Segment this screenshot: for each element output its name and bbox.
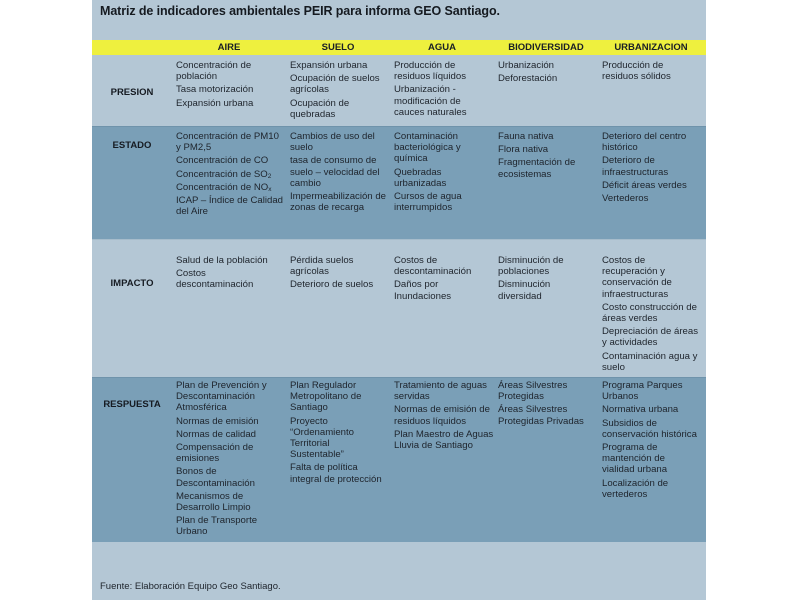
column-header-urbanizacion: URBANIZACION	[614, 42, 688, 53]
indicator: Impermeabilización de zonas de recarga	[290, 191, 386, 214]
indicator: Fragmentación de ecosistemas	[498, 157, 576, 180]
indicator: Expansión urbana	[290, 60, 368, 71]
indicator: Disminución diversidad	[498, 279, 551, 302]
indicator: Deterioro de suelos	[290, 279, 374, 291]
indicator: Concentración de $NO_x$	[176, 181, 272, 193]
indicator: Falta de política integral de protección	[290, 462, 382, 485]
indicator: Concentración de PM10 y PM2,5	[176, 131, 279, 154]
indicator: Pérdida suelos agrícolas	[290, 255, 354, 278]
row-label-estado: ESTADO	[112, 140, 152, 151]
cell-respuesta-agua	[394, 380, 494, 453]
indicator: Fauna nativa	[498, 131, 554, 142]
indicator: Contaminación agua y suelo	[602, 350, 698, 373]
indicator: Producción de residuos sólidos	[602, 60, 671, 83]
row-respuesta	[92, 377, 706, 542]
indicator: Bonos de Descontaminación	[176, 466, 255, 489]
row-presion	[92, 60, 706, 125]
indicator: Salud de la población	[176, 255, 268, 266]
indicator: Quebradas urbanizadas	[394, 166, 447, 189]
indicator: Compensación de emisiones	[176, 442, 254, 465]
indicator: Vertederos	[602, 193, 649, 205]
indicator: Subsidios de conservación histórica	[602, 417, 697, 440]
indicator: Tratamiento de aguas servidas	[394, 380, 487, 403]
indicator: Plan Maestro de Aguas Lluvia de Santiago	[394, 428, 494, 452]
indicator: ICAP – Índice de Calidad del Aire	[176, 195, 284, 218]
document-title: Matriz de indicadores ambientales PEIR para informa GEO Santiago.	[100, 4, 500, 18]
indicator: Normas de emisión de residuos líquidos	[394, 404, 490, 427]
cell-respuesta-aire	[176, 380, 284, 540]
indicator: Concentración de población	[176, 60, 252, 83]
indicator: Mecanismos de Desarrollo Limpio	[176, 490, 251, 514]
indicator: Ocupación de suelos agrícolas	[290, 73, 380, 96]
indicator: Deforestación	[498, 73, 558, 85]
indicator: Áreas Silvestres Protegidas Privadas	[498, 404, 584, 427]
cell-respuesta-suelo	[290, 380, 384, 487]
indicator: Costos de descontaminación	[394, 255, 472, 278]
indicator: Tasa motorización	[176, 84, 254, 96]
column-header-band	[92, 40, 706, 55]
indicator: Depreciación de áreas y actividades	[602, 326, 698, 349]
indicator: Plan Regulador Metropolitano de Santiago	[290, 380, 362, 414]
indicator: Deterioro del centro histórico	[602, 131, 687, 154]
row-label-impacto: IMPACTO	[110, 278, 154, 289]
cell-estado-urbanizacion	[602, 131, 702, 206]
cell-impacto-agua	[394, 255, 492, 304]
cell-estado-aire	[176, 131, 284, 219]
column-header-biodiversidad: BIODIVERSIDAD	[508, 42, 584, 53]
peir-matrix-card	[92, 0, 706, 600]
indicator: Plan de Transporte Urbano	[176, 515, 258, 538]
indicator: Urbanización	[498, 60, 554, 71]
column-header-aire: AIRE	[217, 42, 241, 53]
row-label-presion: PRESION	[110, 87, 154, 98]
indicator: Daños por Inundaciones	[394, 279, 452, 302]
indicator: Plan de Prevención y Descontaminación Atmosférica	[176, 380, 267, 414]
indicator: Programa de mantención de vialidad urbana	[602, 442, 668, 476]
row-impacto	[92, 239, 706, 377]
indicator: Urbanización - modificación de cauces naturales	[394, 84, 467, 118]
indicator: Expansión urbana	[176, 97, 254, 109]
cell-presion-agua	[394, 60, 490, 120]
cell-presion-biodiversidad	[498, 60, 596, 86]
indicator: Producción de residuos líquidos	[394, 60, 466, 83]
indicator: Ocupación de quebradas	[290, 97, 350, 120]
indicator: Cambios de uso del suelo	[290, 131, 375, 154]
cell-impacto-suelo	[290, 255, 390, 293]
indicator: Proyecto “Ordenamiento Territorial Sustentable”	[290, 415, 354, 461]
cell-estado-agua	[394, 131, 490, 215]
indicator: tasa de consumo de suelo – velocidad del cambio	[290, 155, 380, 189]
indicator: Cursos de agua interrumpidos	[394, 191, 462, 214]
indicator: Concentración de $SO_2$	[176, 168, 272, 180]
column-header-suelo: SUELO	[321, 42, 355, 53]
indicator: Contaminación bacteriológica y química	[394, 131, 461, 165]
cell-presion-suelo	[290, 60, 390, 122]
cell-estado-suelo	[290, 131, 388, 215]
source-note: Fuente: Elaboración Equipo Geo Santiago.	[100, 581, 281, 592]
row-estado	[92, 126, 706, 239]
cell-respuesta-urbanizacion	[602, 380, 700, 502]
row-label-respuesta: RESPUESTA	[103, 399, 161, 410]
indicator: Deterioro de infraestructuras	[602, 155, 669, 178]
indicator: Programa Parques Urbanos	[602, 380, 683, 403]
indicator: Normas de emisión	[176, 415, 259, 427]
indicator: Déficit áreas verdes	[602, 179, 687, 191]
indicator: Localización de vertederos	[602, 477, 669, 500]
indicator: Normativa urbana	[602, 404, 679, 416]
cell-impacto-urbanizacion	[602, 255, 702, 375]
indicator: Normas de calidad	[176, 428, 256, 440]
indicator: Áreas Silvestres Protegidas	[498, 380, 568, 403]
cell-impacto-aire	[176, 255, 282, 293]
indicator: Disminución de poblaciones	[498, 255, 564, 278]
indicator: Concentración de CO	[176, 155, 269, 167]
cell-impacto-biodiversidad	[498, 255, 594, 304]
column-header-agua: AGUA	[428, 42, 456, 53]
indicator: Costos de recuperación y conservación de infraestructuras	[602, 255, 672, 300]
cell-estado-biodiversidad	[498, 131, 596, 182]
indicator: Costos descontaminación	[176, 268, 254, 291]
cell-presion-urbanizacion	[602, 60, 698, 84]
cell-respuesta-biodiversidad	[498, 380, 598, 429]
indicator: Costo construcción de áreas verdes	[602, 301, 697, 325]
cell-presion-aire	[176, 60, 284, 111]
indicator: Flora nativa	[498, 144, 549, 156]
